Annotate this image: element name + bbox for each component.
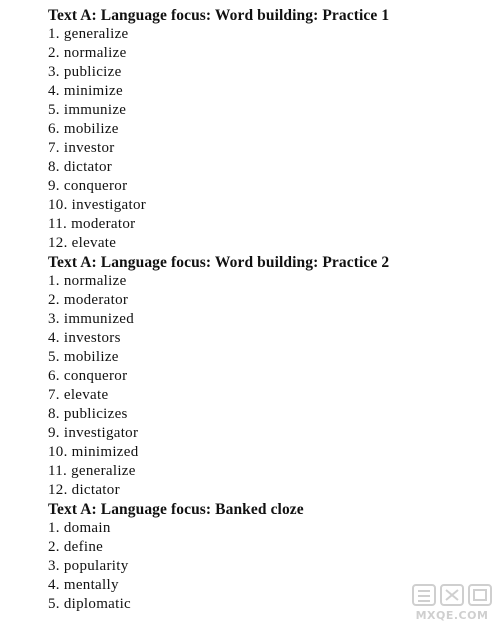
item-number: 4.	[48, 83, 60, 99]
list-item	[48, 101, 488, 120]
list-item	[48, 348, 488, 367]
list-item	[48, 234, 488, 253]
item-answer: dictator	[63, 159, 113, 175]
item-number: 3.	[48, 311, 60, 327]
list-item	[48, 386, 488, 405]
item-answer: generalize	[63, 26, 129, 42]
item-number: 1.	[48, 273, 60, 289]
list-item	[48, 272, 488, 291]
list-item	[48, 557, 488, 576]
item-number: 5.	[48, 349, 60, 365]
item-number: 1.	[48, 26, 60, 42]
item-answer: generalize	[71, 463, 136, 479]
document-body	[48, 6, 488, 614]
list-item	[48, 215, 488, 234]
item-number: 7.	[48, 140, 60, 156]
item-answer: normalize	[63, 45, 127, 61]
item-answer: immunized	[63, 311, 135, 327]
item-answer: moderator	[63, 292, 129, 308]
list-item	[48, 310, 488, 329]
item-answer: mentally	[63, 577, 119, 593]
item-number: 12.	[48, 235, 68, 251]
item-answer: mobilize	[63, 121, 119, 137]
list-item	[48, 25, 488, 44]
item-answer: immunize	[63, 102, 127, 118]
list-item	[48, 538, 488, 557]
item-answer: minimize	[63, 83, 123, 99]
item-answer: diplomatic	[63, 596, 132, 612]
item-answer: investigator	[71, 197, 147, 213]
item-number: 11.	[48, 463, 68, 479]
watermark-text: MXQE.COM	[415, 609, 489, 622]
list-item	[48, 177, 488, 196]
item-number: 3.	[48, 558, 60, 574]
item-answer: elevate	[63, 387, 109, 403]
item-answer: minimized	[71, 444, 139, 460]
item-number: 8.	[48, 406, 60, 422]
list-item	[48, 158, 488, 177]
item-number: 2.	[48, 292, 60, 308]
watermark-logo-icon	[410, 582, 494, 608]
item-answer: publicize	[63, 64, 122, 80]
list-item	[48, 519, 488, 538]
item-number: 6.	[48, 121, 60, 137]
section-title: Text A: Language focus: Word building: Practice 1	[48, 7, 390, 24]
section-title: Text A: Language focus: Banked cloze	[48, 501, 304, 518]
item-number: 5.	[48, 102, 60, 118]
item-number: 2.	[48, 45, 60, 61]
list-item	[48, 462, 488, 481]
item-number: 1.	[48, 520, 60, 536]
item-answer: normalize	[63, 273, 127, 289]
item-answer: publicizes	[63, 406, 128, 422]
item-answer: investors	[63, 330, 121, 346]
item-answer: domain	[63, 520, 111, 536]
item-answer: conqueror	[63, 368, 128, 384]
list-item	[48, 139, 488, 158]
item-number: 12.	[48, 482, 68, 498]
item-answer: investor	[63, 140, 115, 156]
item-number: 4.	[48, 330, 60, 346]
list-item	[48, 291, 488, 310]
item-number: 11.	[48, 216, 68, 232]
list-item	[48, 424, 488, 443]
list-item	[48, 481, 488, 500]
list-item	[48, 329, 488, 348]
list-item	[48, 120, 488, 139]
item-number: 3.	[48, 64, 60, 80]
section-title: Text A: Language focus: Word building: Practice 2	[48, 254, 390, 271]
list-item	[48, 196, 488, 215]
item-number: 5.	[48, 596, 60, 612]
item-number: 7.	[48, 387, 60, 403]
item-answer: conqueror	[63, 178, 128, 194]
list-item	[48, 443, 488, 462]
item-number: 6.	[48, 368, 60, 384]
item-answer: moderator	[71, 216, 136, 232]
item-number: 8.	[48, 159, 60, 175]
item-number: 2.	[48, 539, 60, 555]
list-item	[48, 63, 488, 82]
item-answer: popularity	[63, 558, 129, 574]
list-item	[48, 44, 488, 63]
list-item	[48, 405, 488, 424]
list-item	[48, 82, 488, 101]
item-answer: dictator	[71, 482, 120, 498]
list-item	[48, 367, 488, 386]
item-number: 10.	[48, 444, 68, 460]
item-number: 9.	[48, 178, 60, 194]
item-number: 9.	[48, 425, 60, 441]
watermark	[410, 582, 494, 622]
item-answer: mobilize	[63, 349, 119, 365]
item-answer: investigator	[63, 425, 139, 441]
item-number: 4.	[48, 577, 60, 593]
item-answer: define	[63, 539, 104, 555]
item-number: 10.	[48, 197, 68, 213]
item-answer: elevate	[71, 235, 117, 251]
